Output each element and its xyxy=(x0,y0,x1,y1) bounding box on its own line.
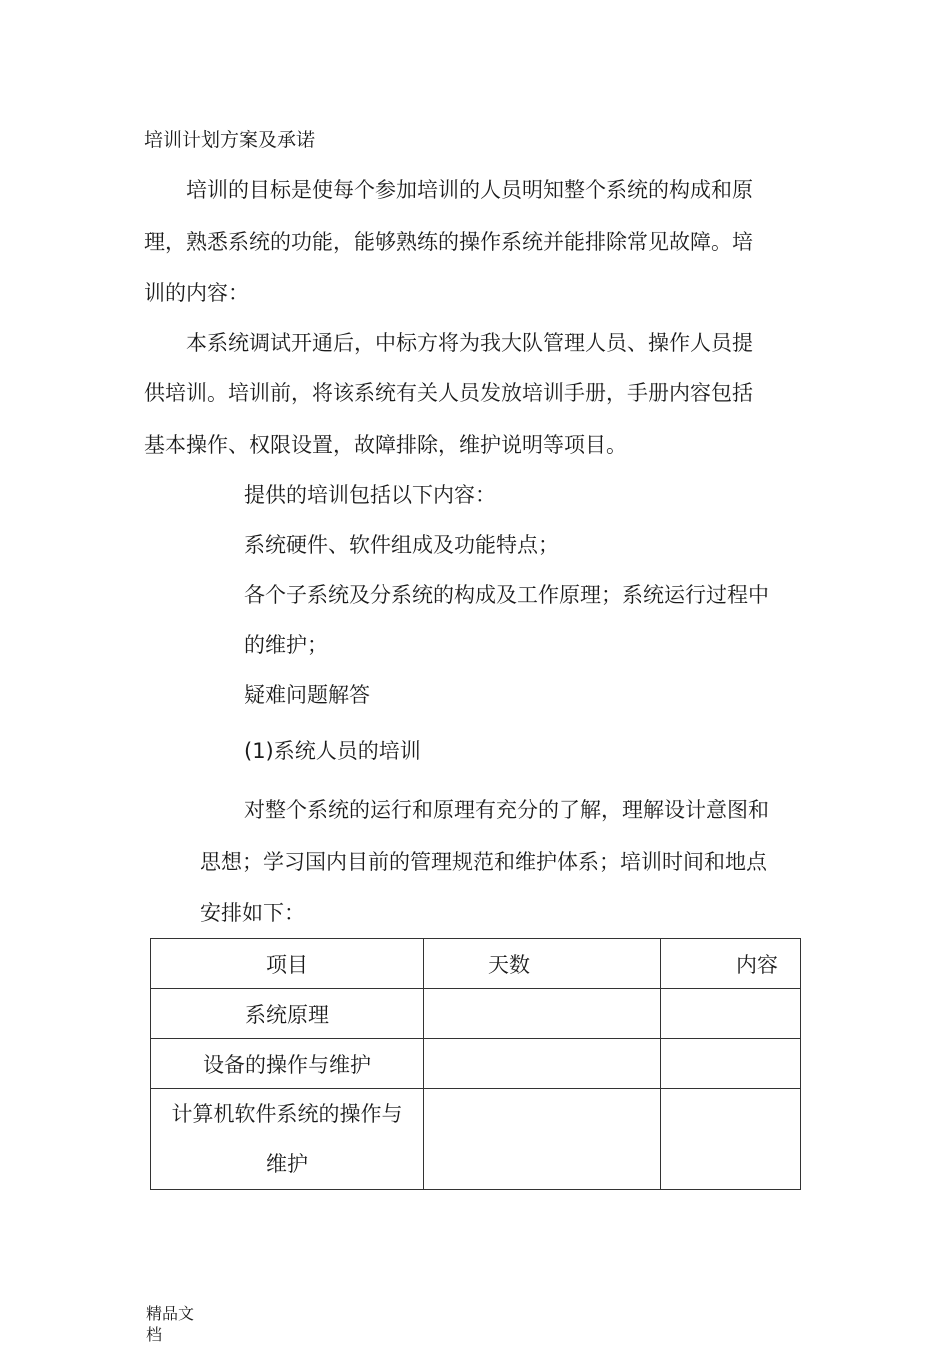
paragraph-line: 本系统调试开通后，中标方将为我大队管理人员、操作人员提 xyxy=(186,331,753,355)
paragraph-line: 安排如下： xyxy=(200,901,305,925)
footer-watermark: 精品文档 xyxy=(146,1304,195,1344)
document-title: 培训计划方案及承诺 xyxy=(144,129,316,151)
cell-days xyxy=(424,1039,661,1089)
paragraph-line: 供培训。培训前，将该系统有关人员发放培训手册，手册内容包括 xyxy=(144,381,753,405)
list-item: 提供的培训包括以下内容： xyxy=(244,483,496,507)
table-row xyxy=(151,1089,801,1190)
cell-days xyxy=(424,989,661,1039)
cell-days xyxy=(424,1089,661,1190)
cell-item-line: 计算机软件系统的操作与 xyxy=(171,1102,403,1126)
header-content: 内容 xyxy=(661,939,801,989)
paragraph-line: 训的内容： xyxy=(144,281,249,305)
paragraph-line: 思想；学习国内目前的管理规范和维护体系；培训时间和地点 xyxy=(200,850,767,874)
table-row xyxy=(151,1039,801,1089)
cell-content xyxy=(661,989,801,1039)
cell-content xyxy=(661,1089,801,1190)
cell-item: 系统原理 xyxy=(151,989,424,1039)
cell-content xyxy=(661,1039,801,1089)
table-header-row xyxy=(151,939,801,989)
list-item: 系统硬件、软件组成及功能特点； xyxy=(244,533,559,557)
list-item: 的维护； xyxy=(244,633,328,657)
header-days: 天数 xyxy=(424,939,661,989)
cell-item xyxy=(151,1089,424,1190)
list-item: 疑难问题解答 xyxy=(244,683,370,707)
header-item: 项目 xyxy=(151,939,424,989)
paragraph-line: 对整个系统的运行和原理有充分的了解，理解设计意图和 xyxy=(244,798,769,822)
list-item: 各个子系统及分系统的构成及工作原理；系统运行过程中 xyxy=(244,583,769,607)
paragraph-line: 培训的目标是使每个参加培训的人员明知整个系统的构成和原 xyxy=(186,178,753,202)
paragraph-line: 理，熟悉系统的功能，能够熟练的操作系统并能排除常见故障。培 xyxy=(144,230,753,254)
section-subheading: (1)系统人员的培训 xyxy=(244,739,421,763)
training-schedule-table xyxy=(150,938,801,1190)
cell-item-line: 维护 xyxy=(266,1152,308,1176)
table-row xyxy=(151,989,801,1039)
paragraph-line: 基本操作、权限设置，故障排除，维护说明等项目。 xyxy=(144,433,627,457)
cell-item: 设备的操作与维护 xyxy=(151,1039,424,1089)
